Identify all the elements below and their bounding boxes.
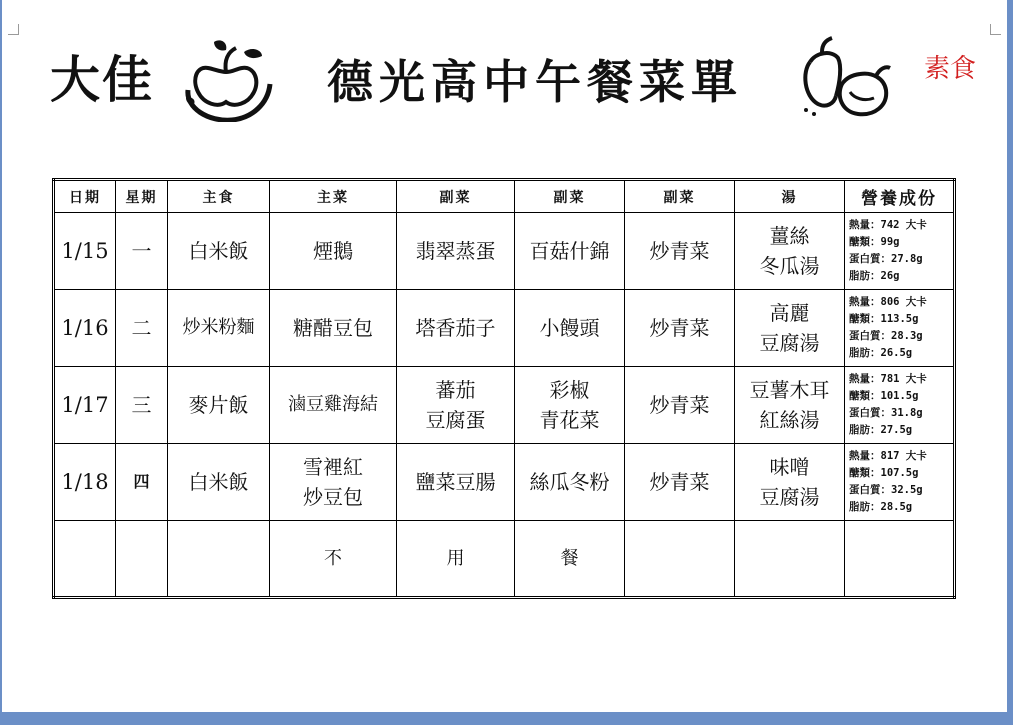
header-main-dish: 主菜 [270, 180, 397, 213]
side-dish-cell [397, 367, 515, 444]
side-dish-cell [515, 290, 625, 367]
dish-line: 炒青菜 [649, 316, 710, 340]
main-dish-cell [270, 213, 397, 290]
dish-line: 小饅頭 [539, 316, 600, 340]
calories-value: 熱量：817 大卡 [849, 450, 927, 462]
staple-cell: 白米飯 [168, 213, 270, 290]
header-weekday: 星期 [116, 180, 168, 213]
main-dish-cell [270, 367, 397, 444]
header-soup: 湯 [735, 180, 845, 213]
dish-line: 炒豆包 [303, 485, 363, 509]
dish-line: 鹽菜豆腸 [415, 470, 496, 494]
nutrition-cell [845, 213, 955, 290]
dish-line: 高麗 [769, 301, 810, 325]
nutrition-cell [845, 444, 955, 521]
dish-line: 雪裡紅 [303, 455, 363, 479]
dish-line: 百菇什錦 [529, 239, 610, 263]
side-dish-cell [625, 444, 735, 521]
menu-title: 德光高中午餐菜單 [327, 55, 743, 109]
dish-line: 豆腐湯 [759, 331, 820, 355]
fat-value: 脂肪：26g [849, 270, 900, 282]
date-cell: 1/17 [54, 367, 116, 444]
date-cell: 1/15 [54, 213, 116, 290]
document-page [2, 0, 1007, 712]
header-side-dish: 副菜 [397, 180, 515, 213]
dish-line: 彩椒 [549, 378, 590, 402]
brand-name: 大佳 [50, 51, 154, 109]
dish-line: 炒青菜 [649, 393, 710, 417]
calories-value: 熱量：781 大卡 [849, 373, 927, 385]
page-corner-mark [8, 24, 19, 35]
staple-cell: 麥片飯 [168, 367, 270, 444]
header-date: 日期 [54, 180, 116, 213]
dish-line: 冬瓜湯 [759, 254, 820, 278]
soup-cell [735, 367, 845, 444]
dish-line: 豆薯木耳 [749, 378, 830, 402]
soup-cell [735, 444, 845, 521]
table-row [54, 367, 955, 444]
side-dish-cell [625, 290, 735, 367]
date-cell: 1/18 [54, 444, 116, 521]
dish-line: 薑絲 [769, 224, 810, 248]
apple-logo-icon [178, 36, 278, 122]
side-dish-cell [397, 444, 515, 521]
carbs-value: 醣類：113.5g [849, 313, 919, 325]
dish-line: 翡翠蒸蛋 [415, 239, 496, 263]
dish-line: 蕃茄 [435, 378, 476, 402]
header-side-dish: 副菜 [625, 180, 735, 213]
staple-cell: 炒米粉麵 [168, 290, 270, 367]
dish-line: 炒青菜 [649, 470, 710, 494]
empty-cell [845, 521, 955, 598]
dish-line: 滷豆雞海結 [288, 394, 378, 415]
side-dish-cell [397, 213, 515, 290]
dish-line: 絲瓜冬粉 [529, 470, 610, 494]
no-meal-char: 餐 [515, 521, 625, 598]
table-row [54, 290, 955, 367]
side-dish-cell [625, 367, 735, 444]
empty-cell [116, 521, 168, 598]
no-meal-char: 用 [397, 521, 515, 598]
main-dish-cell [270, 444, 397, 521]
dish-line: 塔香茄子 [415, 316, 496, 340]
dish-line: 糖醋豆包 [293, 316, 373, 340]
main-dish-cell [270, 290, 397, 367]
dish-line: 豆腐蛋 [425, 408, 486, 432]
dish-line: 豆腐湯 [759, 485, 820, 509]
fat-value: 脂肪：26.5g [849, 347, 913, 359]
fat-value: 脂肪：28.5g [849, 501, 913, 513]
soup-cell [735, 213, 845, 290]
table-header-row [54, 180, 955, 213]
nutrition-cell [845, 367, 955, 444]
lunch-menu-table [52, 178, 956, 599]
weekday-cell: 三 [116, 367, 168, 444]
soup-cell [735, 290, 845, 367]
protein-value: 蛋白質：32.5g [849, 484, 923, 496]
protein-value: 蛋白質：28.3g [849, 330, 923, 342]
bell-pepper-icon [798, 32, 892, 118]
calories-value: 熱量：742 大卡 [849, 219, 927, 231]
side-dish-cell [625, 213, 735, 290]
fat-value: 脂肪：27.5g [849, 424, 913, 436]
carbs-value: 醣類：101.5g [849, 390, 919, 402]
side-dish-cell [515, 444, 625, 521]
dish-line: 煙鵝 [313, 239, 353, 263]
empty-cell [735, 521, 845, 598]
table-row [54, 213, 955, 290]
header-staple: 主食 [168, 180, 270, 213]
protein-value: 蛋白質：31.8g [849, 407, 923, 419]
carbs-value: 醣類：107.5g [849, 467, 919, 479]
header-side-dish: 副菜 [515, 180, 625, 213]
side-dish-cell [397, 290, 515, 367]
dish-line: 味噌 [769, 455, 810, 479]
weekday-cell: 一 [116, 213, 168, 290]
empty-cell [625, 521, 735, 598]
dish-line: 紅絲湯 [759, 408, 820, 432]
vegetarian-tag: 素食 [924, 54, 977, 84]
carbs-value: 醣類：99g [849, 236, 900, 248]
dish-line: 青花菜 [539, 408, 600, 432]
date-cell: 1/16 [54, 290, 116, 367]
dish-line: 炒青菜 [649, 239, 710, 263]
header-nutrition: 營養成份 [845, 180, 955, 213]
calories-value: 熱量：806 大卡 [849, 296, 927, 308]
no-meal-char: 不 [270, 521, 397, 598]
table-row [54, 444, 955, 521]
protein-value: 蛋白質：27.8g [849, 253, 923, 265]
page-corner-mark [990, 24, 1001, 35]
weekday-cell: 四 [116, 444, 168, 521]
empty-cell [168, 521, 270, 598]
staple-cell: 白米飯 [168, 444, 270, 521]
side-dish-cell [515, 367, 625, 444]
weekday-cell: 二 [116, 290, 168, 367]
side-dish-cell [515, 213, 625, 290]
table-row-no-meal [54, 521, 955, 598]
nutrition-cell [845, 290, 955, 367]
empty-cell [54, 521, 116, 598]
